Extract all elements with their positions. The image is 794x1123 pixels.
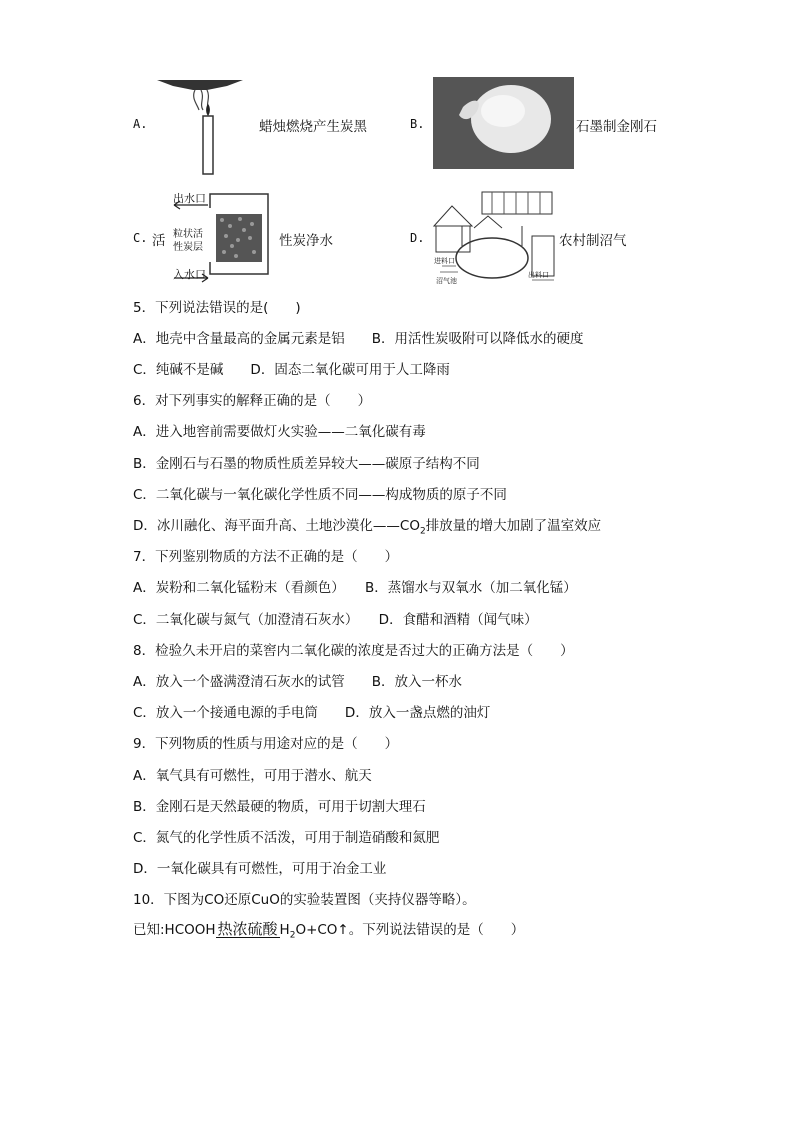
q10-known-reaction xyxy=(133,918,524,941)
outlet-label: 出水口 xyxy=(173,192,206,205)
q6-stem: 6．对下列事实的解释正确的是（ ） xyxy=(133,393,372,409)
q10-reaction-condition xyxy=(216,921,280,938)
q6-option-b: B．金刚石与石墨的物质性质差异较大——碳原子结构不同 xyxy=(133,456,480,472)
q6-option-d-pre: D．冰川融化、海平面升高、土地沙漠化——CO xyxy=(133,518,420,534)
option-a-letter: A. xyxy=(133,117,148,131)
option-b-letter: B. xyxy=(410,117,425,131)
q10-known-prefix: 已知:HCOOH xyxy=(133,922,216,938)
option-c-caption-left: 活 xyxy=(152,233,166,249)
q6-option-d-post: 排放量的增大加剧了温室效应 xyxy=(425,518,602,534)
q10-h2-subscript: 2 xyxy=(289,930,296,941)
q8-options-ab: A．放入一个盛满澄清石灰水的试管 B．放入一杯水 xyxy=(133,674,462,690)
candle-smoke-drawing xyxy=(155,76,245,176)
q9-option-b: B．金刚石是天然最硬的物质，可用于切割大理石 xyxy=(133,799,426,815)
option-d-caption: 农村制沼气 xyxy=(559,233,627,249)
biogas-label-2: 出料口 xyxy=(528,271,549,279)
filter-drawing xyxy=(168,188,278,283)
q10-stem: 10．下图为CO还原CuO的实验装置图（夹持仪器等略）。 xyxy=(133,892,476,908)
biogas-label-3: 沼气池 xyxy=(436,277,457,285)
q9-option-a: A．氧气具有可燃性，可用于潜水、航天 xyxy=(133,768,372,784)
granular-carbon-label-2: 性炭层 xyxy=(173,242,203,253)
diamond-photo-drawing xyxy=(433,77,574,169)
q8-options-cd: C．放入一个接通电源的手电筒 D．放入一盏点燃的油灯 xyxy=(133,705,491,721)
q6-co2-subscript: 2 xyxy=(419,526,426,537)
q10-products-rest: O+CO↑。下列说法错误的是（ ） xyxy=(295,922,525,938)
q10-condition-text: 热浓硫酸 xyxy=(217,920,278,938)
option-c-caption-right: 性炭净水 xyxy=(279,233,333,249)
q5-options-ab: A．地壳中含量最高的金属元素是铝 B．用活性炭吸附可以降低水的硬度 xyxy=(133,331,584,347)
q9-stem: 9．下列物质的性质与用途对应的是（ ） xyxy=(133,736,399,752)
granular-carbon-label-1: 粒状活 xyxy=(173,229,203,240)
biogas-label-1: 进料口 xyxy=(434,257,455,265)
activated-carbon-filter-figure xyxy=(168,188,278,283)
q6-option-a: A．进入地窖前需要做灯火实验——二氧化碳有毒 xyxy=(133,424,426,440)
q9-option-d: D．一氧化碳具有可燃性，可用于冶金工业 xyxy=(133,861,387,877)
q6-option-c: C．二氧化碳与一氧化碳化学性质不同——构成物质的原子不同 xyxy=(133,487,507,503)
inlet-label: 入水口 xyxy=(173,268,206,281)
q9-option-c: C．氮气的化学性质不活泼，可用于制造硝酸和氮肥 xyxy=(133,830,440,846)
q7-options-ab: A．炭粉和二氧化锰粉末（看颜色） B．蒸馏水与双氧水（加二氧化锰） xyxy=(133,580,577,596)
option-c-letter: C. xyxy=(133,231,148,245)
q7-stem: 7．下列鉴别物质的方法不正确的是（ ） xyxy=(133,549,399,565)
q5-options-cd: C．纯碱不是碱 D．固态二氧化碳可用于人工降雨 xyxy=(133,362,450,378)
q5-stem: 5．下列说法错误的是( ) xyxy=(133,300,301,316)
diamond-photo xyxy=(433,77,574,169)
q8-stem: 8．检验久未开启的菜窖内二氧化碳的浓度是否过大的正确方法是（ ） xyxy=(133,643,574,659)
option-b-caption: 石墨制金刚石 xyxy=(576,119,657,135)
biogas-digester-figure xyxy=(432,186,559,286)
q7-options-cd: C．二氧化碳与氮气（加澄清石灰水） D．食醋和酒精（闻气味） xyxy=(133,612,538,628)
q10-products-h: H xyxy=(279,922,290,938)
option-a-caption: 蜡烛燃烧产生炭黑 xyxy=(259,119,367,135)
candle-smoke-figure xyxy=(155,76,245,176)
q6-option-d xyxy=(133,514,601,537)
option-d-letter: D. xyxy=(410,231,425,245)
